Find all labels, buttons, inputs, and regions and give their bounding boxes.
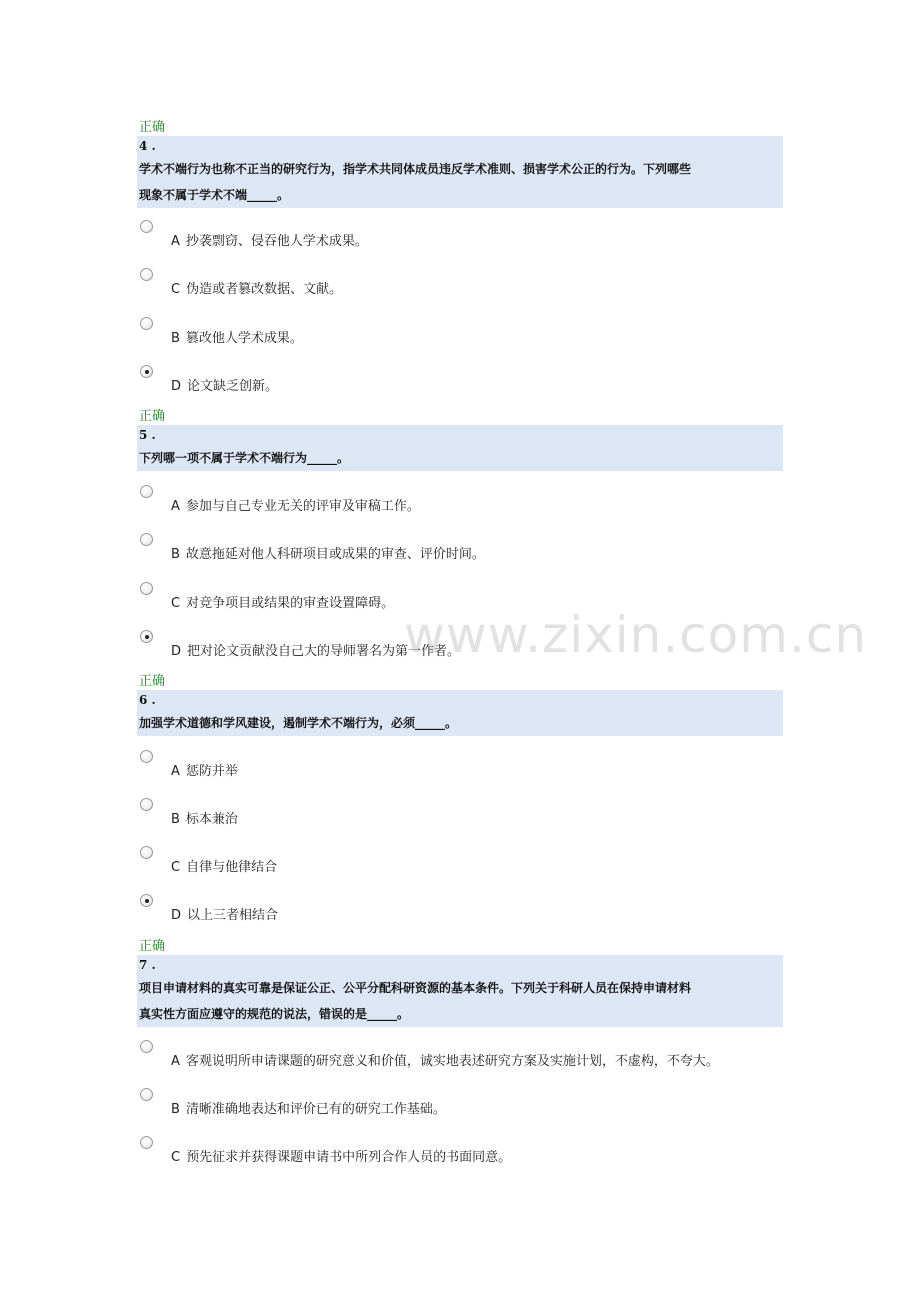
watermark-text: www.zixin.com.cn (404, 606, 868, 664)
q6-option-d[interactable] (140, 894, 780, 924)
q5-option-b[interactable] (140, 533, 780, 563)
q5-option-a[interactable] (140, 485, 780, 515)
option-label: B 篡改他人学术成果。 (171, 331, 303, 346)
radio-button[interactable] (140, 750, 153, 763)
radio-button[interactable] (140, 798, 153, 811)
option-label: C 对竞争项目或结果的审查设置障碍。 (171, 596, 395, 611)
question-5-header (137, 425, 783, 471)
radio-button-selected[interactable] (140, 894, 153, 907)
radio-button[interactable] (140, 846, 153, 859)
radio-button[interactable] (140, 268, 153, 281)
q4-option-a[interactable] (140, 220, 780, 250)
radio-button[interactable] (140, 1136, 153, 1149)
q6-option-a[interactable] (140, 750, 780, 780)
option-label: A 参加与自己专业无关的评审及审稿工作。 (171, 499, 420, 514)
question-6-header (137, 690, 783, 736)
question-5-number: 5 . (139, 428, 156, 442)
radio-button-selected[interactable] (140, 630, 153, 643)
q4-option-d[interactable] (140, 365, 780, 395)
q6-option-b[interactable] (140, 798, 780, 828)
radio-button[interactable] (140, 317, 153, 330)
question-5-text-line-1: 下列哪一项不属于学术不端行为_____。 (139, 451, 350, 465)
question-7-text-line-1: 项目申请材料的真实可靠是保证公正、公平分配科研资源的基本条件。下列关于科研人员在保持申请材料 (139, 981, 692, 995)
question-4-header (137, 136, 783, 208)
option-label: A 抄袭剽窃、侵吞他人学术成果。 (171, 234, 368, 249)
radio-button[interactable] (140, 1040, 153, 1053)
q4-option-b[interactable] (140, 317, 780, 347)
radio-button-selected[interactable] (140, 365, 153, 378)
radio-button[interactable] (140, 1088, 153, 1101)
option-label: B 清晰准确地表达和评价已有的研究工作基础。 (171, 1102, 446, 1117)
option-label: C 伪造或者篡改数据、文献。 (171, 282, 343, 297)
option-label: D 把对论文贡献没自己大的导师署名为第一作者。 (171, 644, 461, 659)
status-correct-q6: 正确 (139, 939, 166, 954)
option-label: B 标本兼治 (171, 812, 238, 827)
status-correct-q3: 正确 (139, 120, 166, 135)
option-label: A 惩防并举 (171, 764, 238, 779)
q7-option-b[interactable] (140, 1088, 780, 1118)
question-6-number: 6 . (139, 693, 156, 707)
option-label: C 自律与他律结合 (171, 860, 278, 875)
question-7-text-line-2: 真实性方面应遵守的规范的说法，错误的是_____。 (139, 1007, 410, 1021)
q7-option-a[interactable] (140, 1040, 780, 1070)
question-7-number: 7 . (139, 958, 156, 972)
radio-button[interactable] (140, 485, 153, 498)
question-6-text-line-1: 加强学术道德和学风建设，遏制学术不端行为，必须_____。 (139, 716, 458, 730)
status-correct-q4: 正确 (139, 409, 166, 424)
option-label: D 以上三者相结合 (171, 908, 279, 923)
q6-option-c[interactable] (140, 846, 780, 876)
option-label: D 论文缺乏创新。 (171, 379, 279, 394)
question-4-text-line-1: 学术不端行为也称不正当的研究行为，指学术共同体成员违反学术准则、损害学术公正的行为。下列哪些 (139, 162, 692, 176)
option-label: C 预先征求并获得课题申请书中所列合作人员的书面同意。 (171, 1150, 512, 1165)
radio-button[interactable] (140, 582, 153, 595)
question-4-text-line-2: 现象不属于学术不端_____。 (139, 188, 290, 202)
radio-button[interactable] (140, 533, 153, 546)
q4-option-c[interactable] (140, 268, 780, 298)
option-label: A 客观说明所申请课题的研究意义和价值，诚实地表述研究方案及实施计划，不虚构，不夸大。 (171, 1054, 719, 1069)
q7-option-c[interactable] (140, 1136, 780, 1166)
option-label: B 故意拖延对他人科研项目或成果的审查、评价时间。 (171, 547, 485, 562)
question-4-number: 4 . (139, 139, 156, 153)
question-7-header (137, 955, 783, 1027)
radio-button[interactable] (140, 220, 153, 233)
status-correct-q5: 正确 (139, 674, 166, 689)
